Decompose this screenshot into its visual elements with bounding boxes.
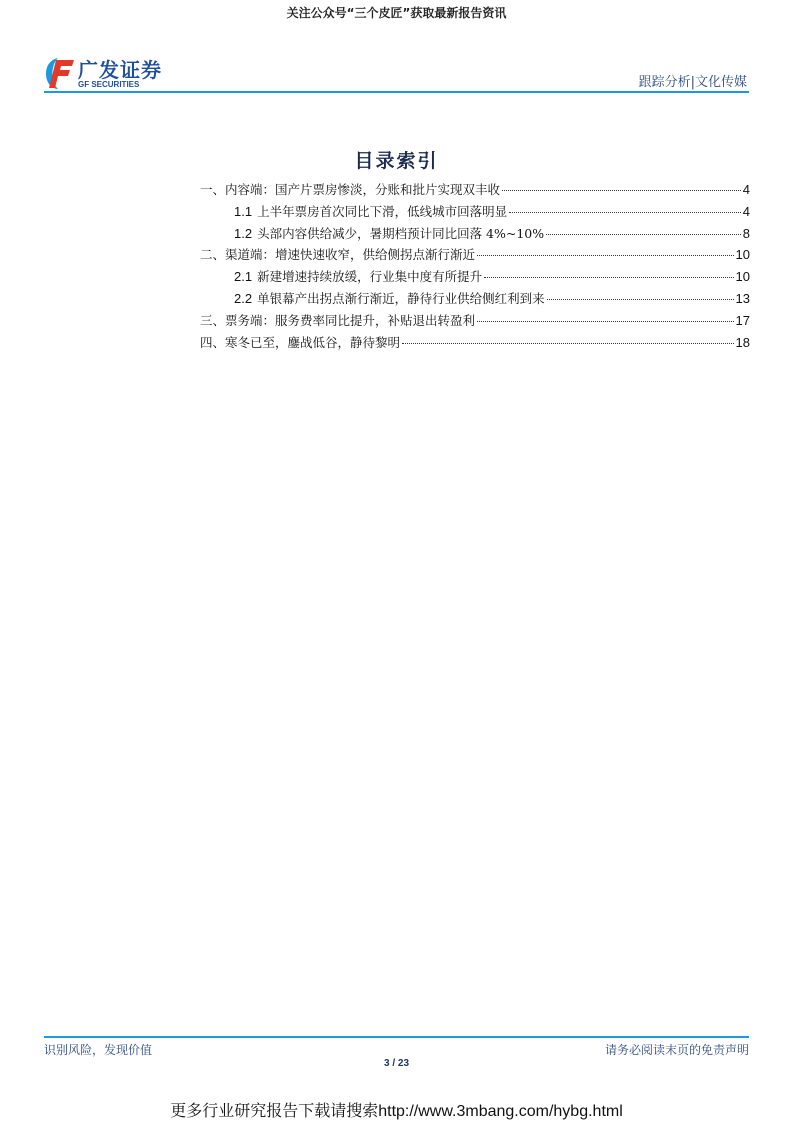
toc-leader-dots bbox=[477, 321, 734, 322]
toc-entry-page: 13 bbox=[735, 290, 750, 306]
toc-leader-dots bbox=[484, 277, 733, 278]
toc-leader-dots bbox=[547, 299, 734, 300]
logo-text-cn: 广发证券 bbox=[78, 58, 162, 82]
toc-leader-dots bbox=[509, 212, 741, 213]
toc-entry-page: 8 bbox=[742, 225, 750, 241]
toc-leader-dots bbox=[546, 234, 741, 235]
footer-slogan: 识别风险，发现价值 bbox=[44, 1043, 153, 1057]
toc-entry-text: 二、渠道端：增速快速收窄，供给侧拐点渐行渐近 bbox=[200, 247, 476, 263]
page-number: 3 / 23 bbox=[383, 1058, 410, 1069]
toc-entry-number: 2.2 bbox=[234, 290, 253, 306]
toc-entry-page: 17 bbox=[735, 312, 750, 328]
toc-entry-text: 三、票务端：服务费率同比提升，补贴退出转盈利 bbox=[200, 312, 476, 328]
toc-entry-page: 4 bbox=[742, 182, 750, 197]
header-divider bbox=[44, 91, 749, 93]
toc-entry-text: 头部内容供给减少，暑期档预计同比回落 4%~10% bbox=[257, 225, 545, 241]
toc-entry-number: 1.2 bbox=[234, 225, 253, 241]
toc-entry[interactable] bbox=[200, 180, 750, 202]
promo-text[interactable]: 更多行业研究报告下载请搜索http://www.3mbang.com/hybg.html bbox=[170, 1103, 623, 1120]
toc-entry[interactable] bbox=[200, 289, 750, 311]
toc-leader-dots bbox=[502, 190, 741, 191]
toc-entry-text: 四、寒冬已至，鏖战低谷，静待黎明 bbox=[200, 334, 401, 350]
logo-text-en: GF SECURITIES bbox=[78, 80, 140, 89]
toc-entry-page: 10 bbox=[735, 269, 750, 285]
footer-disclaimer: 请务必阅读末页的免责声明 bbox=[604, 1043, 749, 1057]
toc-entry-page: 18 bbox=[735, 334, 750, 350]
toc-entry-text: 单银幕产出拐点渐行渐近，静待行业供给侧红利到来 bbox=[257, 290, 545, 306]
footer-divider bbox=[44, 1036, 749, 1038]
toc-entry[interactable] bbox=[200, 267, 750, 289]
toc-entry[interactable] bbox=[200, 202, 750, 224]
toc-entry-number: 1.1 bbox=[234, 203, 253, 219]
toc-entry[interactable] bbox=[200, 245, 750, 267]
toc-entry-number: 2.1 bbox=[234, 269, 253, 285]
toc-entry-page: 10 bbox=[735, 247, 750, 263]
top-note: 关注公众号“三个皮匠”获取最新报告资讯 bbox=[286, 6, 507, 20]
toc-entry[interactable] bbox=[200, 224, 750, 246]
toc-entry[interactable] bbox=[200, 333, 750, 355]
table-of-contents bbox=[200, 180, 750, 354]
toc-leader-dots bbox=[402, 343, 734, 344]
report-section: 跟踪分析|文化传媒 bbox=[638, 75, 747, 90]
toc-entry-text: 一、内容端：国产片票房惨淡，分账和批片实现双丰收 bbox=[200, 182, 501, 197]
toc-entry-text: 上半年票房首次同比下滑，低线城市回落明显 bbox=[257, 203, 508, 219]
toc-entry-text: 新建增速持续放缓，行业集中度有所提升 bbox=[257, 269, 483, 285]
toc-entry[interactable] bbox=[200, 311, 750, 333]
toc-entry-page: 4 bbox=[742, 203, 750, 219]
toc-title: 目录索引 bbox=[354, 150, 439, 172]
toc-leader-dots bbox=[477, 255, 734, 256]
